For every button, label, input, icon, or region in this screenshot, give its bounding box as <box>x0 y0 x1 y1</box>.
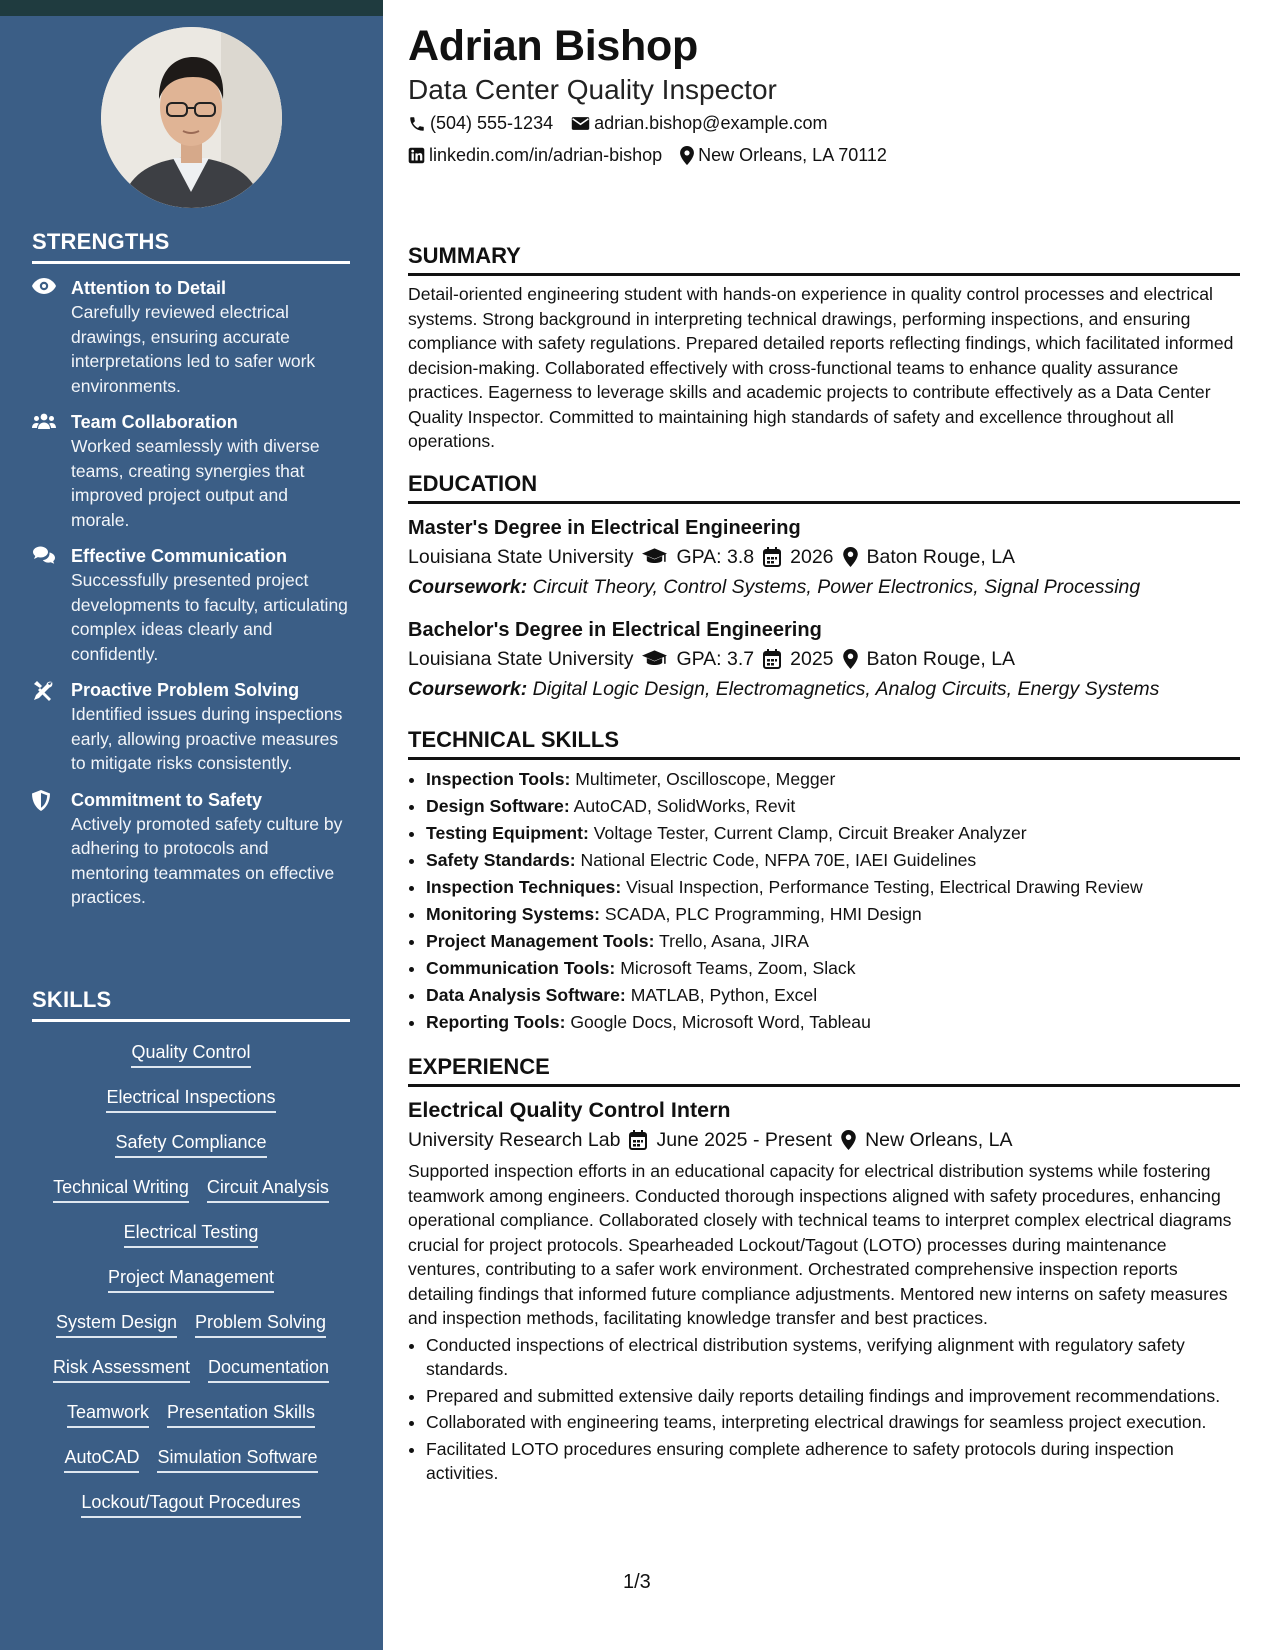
strength-title: Commitment to Safety <box>71 789 263 810</box>
strength-description: Carefully reviewed electrical drawings, ensuring accurate interpretations led to safer work environments. <box>71 302 316 396</box>
technical-skill-label: Inspection Techniques: <box>426 877 622 897</box>
skill-row <box>32 1220 350 1265</box>
education-item <box>408 616 1240 704</box>
technical-skill-value: Microsoft Teams, Zoom, Slack <box>620 958 856 978</box>
skill-row <box>32 1085 350 1130</box>
strength-description: Worked seamlessly with diverse teams, creating synergies that improved project output and morale. <box>71 436 320 530</box>
skill-tag: Lockout/Tagout Procedures <box>81 1490 300 1518</box>
summary-section <box>408 243 1240 454</box>
technical-skill-label: Inspection Tools: <box>426 769 571 789</box>
technical-skills-section <box>408 727 1240 1036</box>
email-address[interactable]: adrian.bishop@example.com <box>594 113 828 133</box>
linkedin-url[interactable]: linkedin.com/in/adrian-bishop <box>429 145 663 165</box>
email-contact[interactable] <box>571 113 827 134</box>
skill-row <box>32 1175 350 1220</box>
comments-icon <box>32 546 56 566</box>
technical-skill-label: Safety Standards: <box>426 850 576 870</box>
school-name: Louisiana State University <box>408 546 634 568</box>
phone-icon <box>408 115 426 133</box>
skill-row <box>32 1490 350 1535</box>
skill-row <box>32 1310 350 1355</box>
strengths-list <box>32 276 350 910</box>
technical-skill-item <box>426 928 1240 955</box>
technical-skill-item <box>426 847 1240 874</box>
technical-skills-title: TECHNICAL SKILLS <box>408 727 1240 760</box>
company-name: University Research Lab <box>408 1129 621 1151</box>
skills-tags <box>32 1040 350 1535</box>
technical-skill-item <box>426 820 1240 847</box>
coursework-label: Coursework: <box>408 576 528 598</box>
technical-skill-label: Reporting Tools: <box>426 1012 566 1032</box>
skill-tag: Electrical Testing <box>124 1220 259 1248</box>
page-number: 1/3 <box>623 1571 651 1593</box>
strength-item <box>32 678 350 776</box>
technical-skill-item <box>426 901 1240 928</box>
technical-skill-value: MATLAB, Python, Excel <box>630 985 818 1005</box>
summary-text: Detail-oriented engineering student with hands-on experience in quality control processes and electrical systems. Strong background in interpreting technical drawings, performing inspections, and ensuring compliance with safety regulations. Prepared detailed reports reflecting findings, which facilitated informed decision-making. Collaborated effectively with cross-functional teams to enhance quality assurance practices. Eagerness to leverage skills and academic projects to contribute effectively as a Data Center Quality Inspector. Committed to maintaining high standards of safety and excellence throughout all operations. <box>408 284 1234 451</box>
job-dates: June 2025 - Present <box>656 1129 833 1151</box>
skill-row <box>32 1130 350 1175</box>
job-location: New Orleans, LA <box>865 1129 1013 1151</box>
gpa: GPA: 3.8 <box>676 546 755 568</box>
graduation-year: 2025 <box>790 648 834 670</box>
education-item <box>408 514 1240 602</box>
coursework-list: Digital Logic Design, Electromagnetics, Analog Circuits, Energy Systems <box>532 678 1160 700</box>
skill-tag: Project Management <box>108 1265 274 1293</box>
skill-tag: Technical Writing <box>53 1175 189 1203</box>
sidebar <box>0 0 383 1650</box>
contact-row-1 <box>408 113 828 134</box>
degree-title: Bachelor's Degree in Electrical Engineering <box>408 619 822 641</box>
education-meta <box>408 644 1240 674</box>
linkedin-icon <box>408 147 425 164</box>
experience-section <box>408 1054 1240 1488</box>
technical-skill-value: Multimeter, Oscilloscope, Megger <box>575 769 836 789</box>
strengths-title: STRENGTHS <box>32 229 350 264</box>
education-list <box>408 514 1240 704</box>
skill-row <box>32 1400 350 1445</box>
calendar-icon <box>763 547 781 567</box>
coursework <box>408 674 1240 704</box>
users-icon <box>32 412 56 432</box>
sidebar-top-bar <box>0 0 383 16</box>
candidate-name: Adrian Bishop <box>408 22 698 70</box>
candidate-title: Data Center Quality Inspector <box>408 74 777 105</box>
strength-title: Team Collaboration <box>71 412 238 432</box>
technical-skill-item <box>426 793 1240 820</box>
job-title: Electrical Quality Control Intern <box>408 1098 731 1122</box>
map-marker-icon <box>843 547 858 567</box>
skills-title: SKILLS <box>32 987 350 1022</box>
school-location: Baton Rouge, LA <box>866 648 1016 670</box>
technical-skill-label: Project Management Tools: <box>426 931 655 951</box>
shield-icon <box>32 790 56 810</box>
school-name: Louisiana State University <box>408 648 634 670</box>
skill-tag: Documentation <box>208 1355 329 1383</box>
job-bullet: • Collaborated with engineering teams, interpreting electrical drawings for seamless project execution. <box>426 1410 1240 1435</box>
skill-tag: Risk Assessment <box>53 1355 190 1383</box>
technical-skill-label: Testing Equipment: <box>426 823 589 843</box>
skill-row <box>32 1355 350 1400</box>
map-marker-icon <box>843 649 858 669</box>
degree-title: Master's Degree in Electrical Engineering <box>408 517 801 539</box>
contact-row-2 <box>408 145 887 166</box>
technical-skills-list <box>408 766 1240 1036</box>
eye-icon <box>32 278 56 298</box>
graduation-cap-icon <box>642 650 667 668</box>
strength-title: Effective Communication <box>71 546 288 566</box>
tools-icon <box>32 680 56 700</box>
technical-skill-label: Design Software: <box>426 796 570 816</box>
technical-skill-value: National Electric Code, NFPA 70E, IAEI Guidelines <box>580 850 977 870</box>
skill-tag: Teamwork <box>67 1400 149 1428</box>
strength-title: Proactive Problem Solving <box>71 680 300 700</box>
technical-skill-value: SCADA, PLC Programming, HMI Design <box>604 904 922 924</box>
strength-title: Attention to Detail <box>71 278 226 298</box>
job-bullet: • Conducted inspections of electrical distribution systems, verifying alignment with regulatory safety standards. <box>426 1333 1240 1382</box>
skill-tag: Presentation Skills <box>167 1400 315 1428</box>
calendar-icon <box>629 1130 647 1150</box>
skills-section <box>32 987 350 1535</box>
skill-tag: System Design <box>56 1310 177 1338</box>
strength-description: Successfully presented project developments to faculty, articulating complex ideas clearly and confidently. <box>71 570 348 664</box>
map-marker-icon <box>841 1130 856 1150</box>
technical-skill-value: Visual Inspection, Performance Testing, Electrical Drawing Review <box>626 877 1143 897</box>
location-text: New Orleans, LA 70112 <box>698 145 887 165</box>
gpa: GPA: 3.7 <box>676 648 755 670</box>
technical-skill-value: Trello, Asana, JIRA <box>659 931 809 951</box>
skill-row <box>32 1040 350 1085</box>
technical-skill-item <box>426 955 1240 982</box>
coursework <box>408 572 1240 602</box>
technical-skill-value: AutoCAD, SolidWorks, Revit <box>573 796 796 816</box>
profile-photo <box>101 27 282 208</box>
job-meta <box>408 1125 1240 1155</box>
location-contact <box>680 145 887 166</box>
phone-number: (504) 555-1234 <box>430 113 554 133</box>
education-section <box>408 471 1240 704</box>
summary-title: SUMMARY <box>408 243 1240 276</box>
skill-row <box>32 1445 350 1490</box>
coursework-list: Circuit Theory, Control Systems, Power Electronics, Signal Processing <box>532 576 1141 598</box>
strength-description: Actively promoted safety culture by adhering to protocols and mentoring teammates on effective practices. <box>71 813 343 907</box>
skill-tag: AutoCAD <box>64 1445 139 1473</box>
skill-tag: Safety Compliance <box>115 1130 266 1158</box>
technical-skill-item <box>426 874 1240 901</box>
calendar-icon <box>763 649 781 669</box>
graduation-cap-icon <box>642 548 667 566</box>
experience-title: EXPERIENCE <box>408 1054 1240 1087</box>
strength-item <box>32 276 350 398</box>
skill-row <box>32 1265 350 1310</box>
job-bullets <box>408 1333 1240 1486</box>
technical-skill-item <box>426 766 1240 793</box>
avatar <box>101 27 282 208</box>
envelope-icon <box>571 116 590 131</box>
strength-description: Identified issues during inspections early, allowing proactive measures to mitigate risks consistently. <box>71 704 343 773</box>
graduation-year: 2026 <box>790 546 834 568</box>
strength-item <box>32 544 350 666</box>
technical-skill-value: Google Docs, Microsoft Word, Tableau <box>570 1012 871 1032</box>
education-meta <box>408 542 1240 572</box>
education-title: EDUCATION <box>408 471 1240 504</box>
job-bullet: • Facilitated LOTO procedures ensuring complete adherence to safety protocols during inspection activities. <box>426 1437 1240 1486</box>
technical-skill-label: Data Analysis Software: <box>426 985 626 1005</box>
technical-skill-item <box>426 982 1240 1009</box>
map-marker-icon <box>680 146 694 165</box>
strength-item <box>32 788 350 910</box>
job-description: Supported inspection efforts in an educational capacity for electrical distribution systems while fostering teamwork among engineers. Conducted thorough inspections aligned with safety procedures, enhancing operational compliance. Collaborated closely with technical teams to interpret complex electrical diagrams crucial for project protocols. Spearheaded Lockout/Tagout (LOTO) processes during maintenance ventures, contributing to a safer work environment. Orchestrated comprehensive inspection reports detailing findings that informed future compliance adjustments. Mentored new interns on safety measures and inspection methods, facilitating knowledge transfer and best practices. <box>408 1161 1232 1328</box>
strength-item <box>32 410 350 532</box>
skill-tag: Electrical Inspections <box>106 1085 275 1113</box>
technical-skill-label: Communication Tools: <box>426 958 616 978</box>
strengths-section <box>32 229 350 910</box>
technical-skill-item <box>426 1009 1240 1036</box>
skill-tag: Circuit Analysis <box>207 1175 329 1203</box>
linkedin-contact[interactable] <box>408 145 662 166</box>
phone-contact <box>408 113 553 134</box>
technical-skill-value: Voltage Tester, Current Clamp, Circuit Breaker Analyzer <box>593 823 1027 843</box>
job-bullet: • Prepared and submitted extensive daily reports detailing findings and improvement recommendations. <box>426 1384 1240 1409</box>
skill-tag: Simulation Software <box>157 1445 317 1473</box>
coursework-label: Coursework: <box>408 678 528 700</box>
skill-tag: Problem Solving <box>195 1310 326 1338</box>
skill-tag: Quality Control <box>131 1040 250 1068</box>
school-location: Baton Rouge, LA <box>866 546 1016 568</box>
technical-skill-label: Monitoring Systems: <box>426 904 600 924</box>
